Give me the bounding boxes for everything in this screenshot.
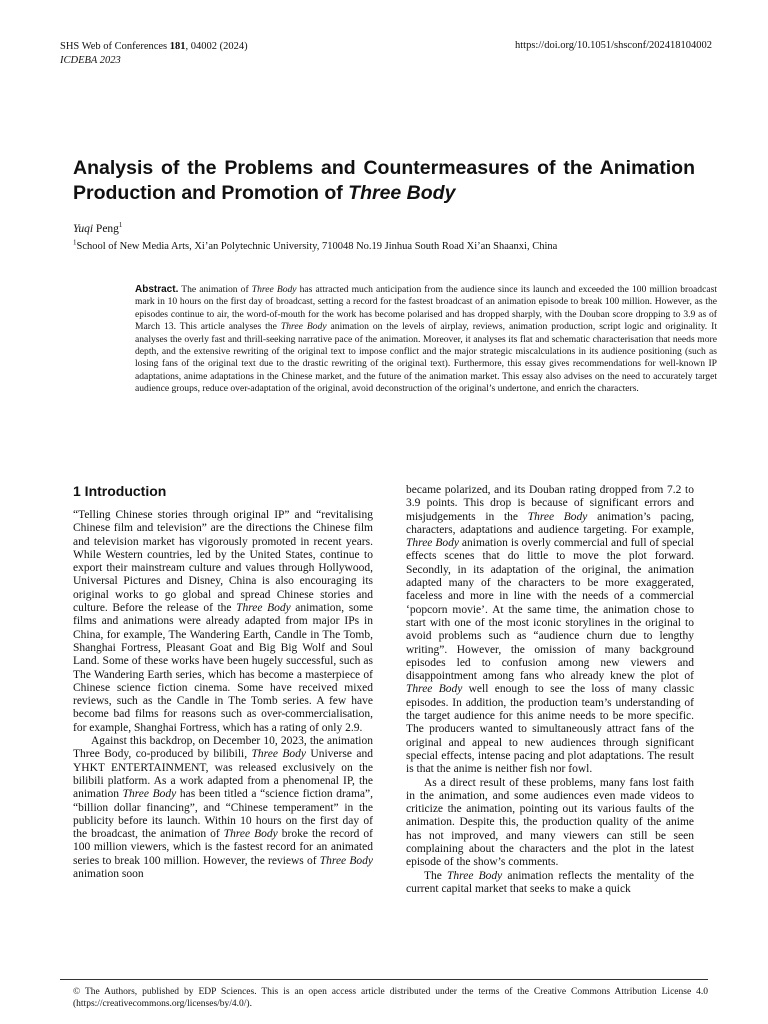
right-column xyxy=(406,484,694,896)
italic-text: Three Body xyxy=(251,748,306,761)
running-header xyxy=(60,40,248,68)
author-affil-marker: 1 xyxy=(118,221,123,230)
italic-text: Three Body xyxy=(406,537,459,550)
italic-text: Three Body xyxy=(447,869,503,882)
abstract-italic: Three Body xyxy=(251,284,297,295)
title-italic: Three Body xyxy=(348,182,456,204)
journal-citation xyxy=(60,40,248,54)
italic-text: Three Body xyxy=(236,602,291,615)
author-given-name: Yuqi xyxy=(73,223,94,235)
text: The xyxy=(424,869,448,882)
text: “Telling Chinese stories through original IP” and “revitalising Chinese film and television” are the directions the Chinese film and television market has vigorously promoted in recent years. While Western countries, led by the United States, continue to export their mainstream culture and values through Hollywood, Universal Pictures and Disney, China is also encouraging its original works to go global and spread Chinese stories and culture. Before the release of the xyxy=(73,509,373,615)
text: has been titled a “science fiction drama”, “billion dollar financing”, and “Chinese temperament” in the publicity before its launch. Within 10 hours on the first day of the broadcast, the animation of xyxy=(73,788,373,841)
paragraph: As a direct result of these problems, many fans lost faith in the animation, and some audiences even made videos to criticize the animation, pointing out its various faults of the animation. Despite this, the production quality of the anime has not improved, and many viewers can still be seen complaining about the characters and the plot in the latest episode of the show’s comments. xyxy=(406,776,694,869)
italic-text: Three Body xyxy=(122,788,177,801)
text: Universe and YHKT ENTERTAINMENT, was released exclusively on the bilibili platform. As a work adapted from a phenomenal IP, the animation xyxy=(73,748,373,801)
paper-title xyxy=(73,156,695,206)
text: became polarized, and its Douban rating dropped from 7.2 to 3.9 points. This drop is because of significant errors and misjudgements in the xyxy=(406,484,694,523)
journal-name: SHS Web of Conferences xyxy=(60,41,170,52)
article-number: , 04002 (2024) xyxy=(185,41,248,52)
text: animation reflects the mentality of the current capital market that seeks to make a quick xyxy=(406,869,694,895)
abstract-italic: Three Body xyxy=(280,321,327,333)
affil-marker: 1 xyxy=(73,238,77,247)
paragraph xyxy=(406,484,694,777)
text: animation is overly commercial and full of special effects scenes that do little to move the plot forward. Secondly, in its adaptation of the original, the animation adapted many of the characters to be more exaggerated, faceless and more in line with the needs of a commercial ‘popcorn movie’. At the same time, the animation chose to start with one of the most iconic storylines in the original to avoid problems such as “audience churn due to lengthy writing”. However, the omission of many background episodes led to confusion among new viewers and disappointment among fans who already knew the plot of xyxy=(406,537,694,683)
author-family-name: Peng xyxy=(93,223,119,235)
paragraph xyxy=(73,735,373,881)
affiliation xyxy=(73,238,558,252)
license-footer: © The Authors, published by EDP Sciences. This is an open access article distributed under the terms of the Creative Commons Attribution License 4.0 (https://creativecommons.org/licenses/by/4.0/). xyxy=(73,987,708,1009)
paragraph xyxy=(406,870,694,897)
text: well enough to see the loss of many classic episodes. In addition, the production team’s understanding of the target audience for this anime needs to be more specific. The producers wanted to simultaneously attract fans of the original and appeal to new audiences through significant special effects, intense pacing and plot adaptations. The result is that the anime is neither fish nor fowl. xyxy=(406,683,694,776)
text: animation soon xyxy=(73,868,144,881)
section-heading: 1 Introduction xyxy=(73,483,167,499)
footer-divider xyxy=(60,979,708,980)
abstract xyxy=(135,284,717,396)
italic-text: Three Body xyxy=(406,683,463,696)
conference-name: ICDEBA 2023 xyxy=(60,55,121,66)
doi-link[interactable]: https://doi.org/10.1051/shsconf/202418104002 xyxy=(515,40,712,51)
text: animation, some films and animations were already adapted from major IPs in China, for example, The Wandering Earth, Candle in The Tomb, Shanghai Fortress, Pleasant Goat and Big Big Wolf and Soul Land. Some of these works have been hugely successful, such as The Wandering Earth series, which has become a masterpiece of Chinese science fiction cinema. Some have received mixed reviews, such as the Candle in The Tomb series. A few have become bad films for reasons such as over-commercialisation, for example, Shanghai Fortress, which has a rating of only 2.9. xyxy=(73,602,373,734)
abstract-label: Abstract. xyxy=(135,284,179,295)
abstract-text: animation on the levels of airplay, reviews, animation production, script logic and originality. It analyses the overly fast and thrill-seeking narrative pace of the animation. Moreover, it analyses its flat and schematic characterisation that needs more depth, and the extensive rewriting of the original text to impose conflict and the major strategic miscalculations in its audience positioning (such as losing fans of the original text due to the drastic rewriting of the original text). Furthermore, this essay gives recommendations for well-known IP adaptations, anime adaptations in the Chinese market, and the future of the animation market. This essay also advises on the need to accurately target audience groups, reduce over-adaptation of the original, avoid deconstruction of the original’s undertone, and enrich the characters. xyxy=(135,321,717,395)
abstract-text: The animation of xyxy=(178,284,252,295)
affil-text: School of New Media Arts, Xi’an Polytechnic University, 710048 No.19 Jinhua South Road Xi’an Shaanxi, China xyxy=(76,241,558,252)
title-text: Analysis of the Problems and Countermeasures of the Animation Production and Promotion of xyxy=(73,157,695,204)
text: broke the record of 100 million viewers, which is the fastest record for an animated series to break 100 million. However, the reviews of xyxy=(73,828,373,867)
italic-text: Three Body xyxy=(223,828,278,841)
text: animation’s pacing, characters, adaptations and audience targeting. For example, xyxy=(406,510,694,536)
journal-volume: 181 xyxy=(169,41,186,52)
italic-text: Three Body xyxy=(527,510,588,523)
text: Against this backdrop, on December 10, 2023, the animation Three Body, co-produced by bilibili, xyxy=(73,735,373,761)
abstract-text: has attracted much anticipation from the audience since its launch and exceeded the 100 million broadcast mark in 10 hours on the first day of broadcast, setting a record for the fastest broadcast of an animation episode to break 100 million. However, as the episodes continue to air, the word-of-mouth for the work has become polarised and has dropped sharply, with the Douban score dropping to 3.9 as of March 13. This article analyses the xyxy=(135,284,717,333)
left-column xyxy=(73,509,373,881)
author-line xyxy=(73,223,122,235)
italic-text: Three Body xyxy=(319,854,373,867)
paragraph xyxy=(73,509,373,735)
